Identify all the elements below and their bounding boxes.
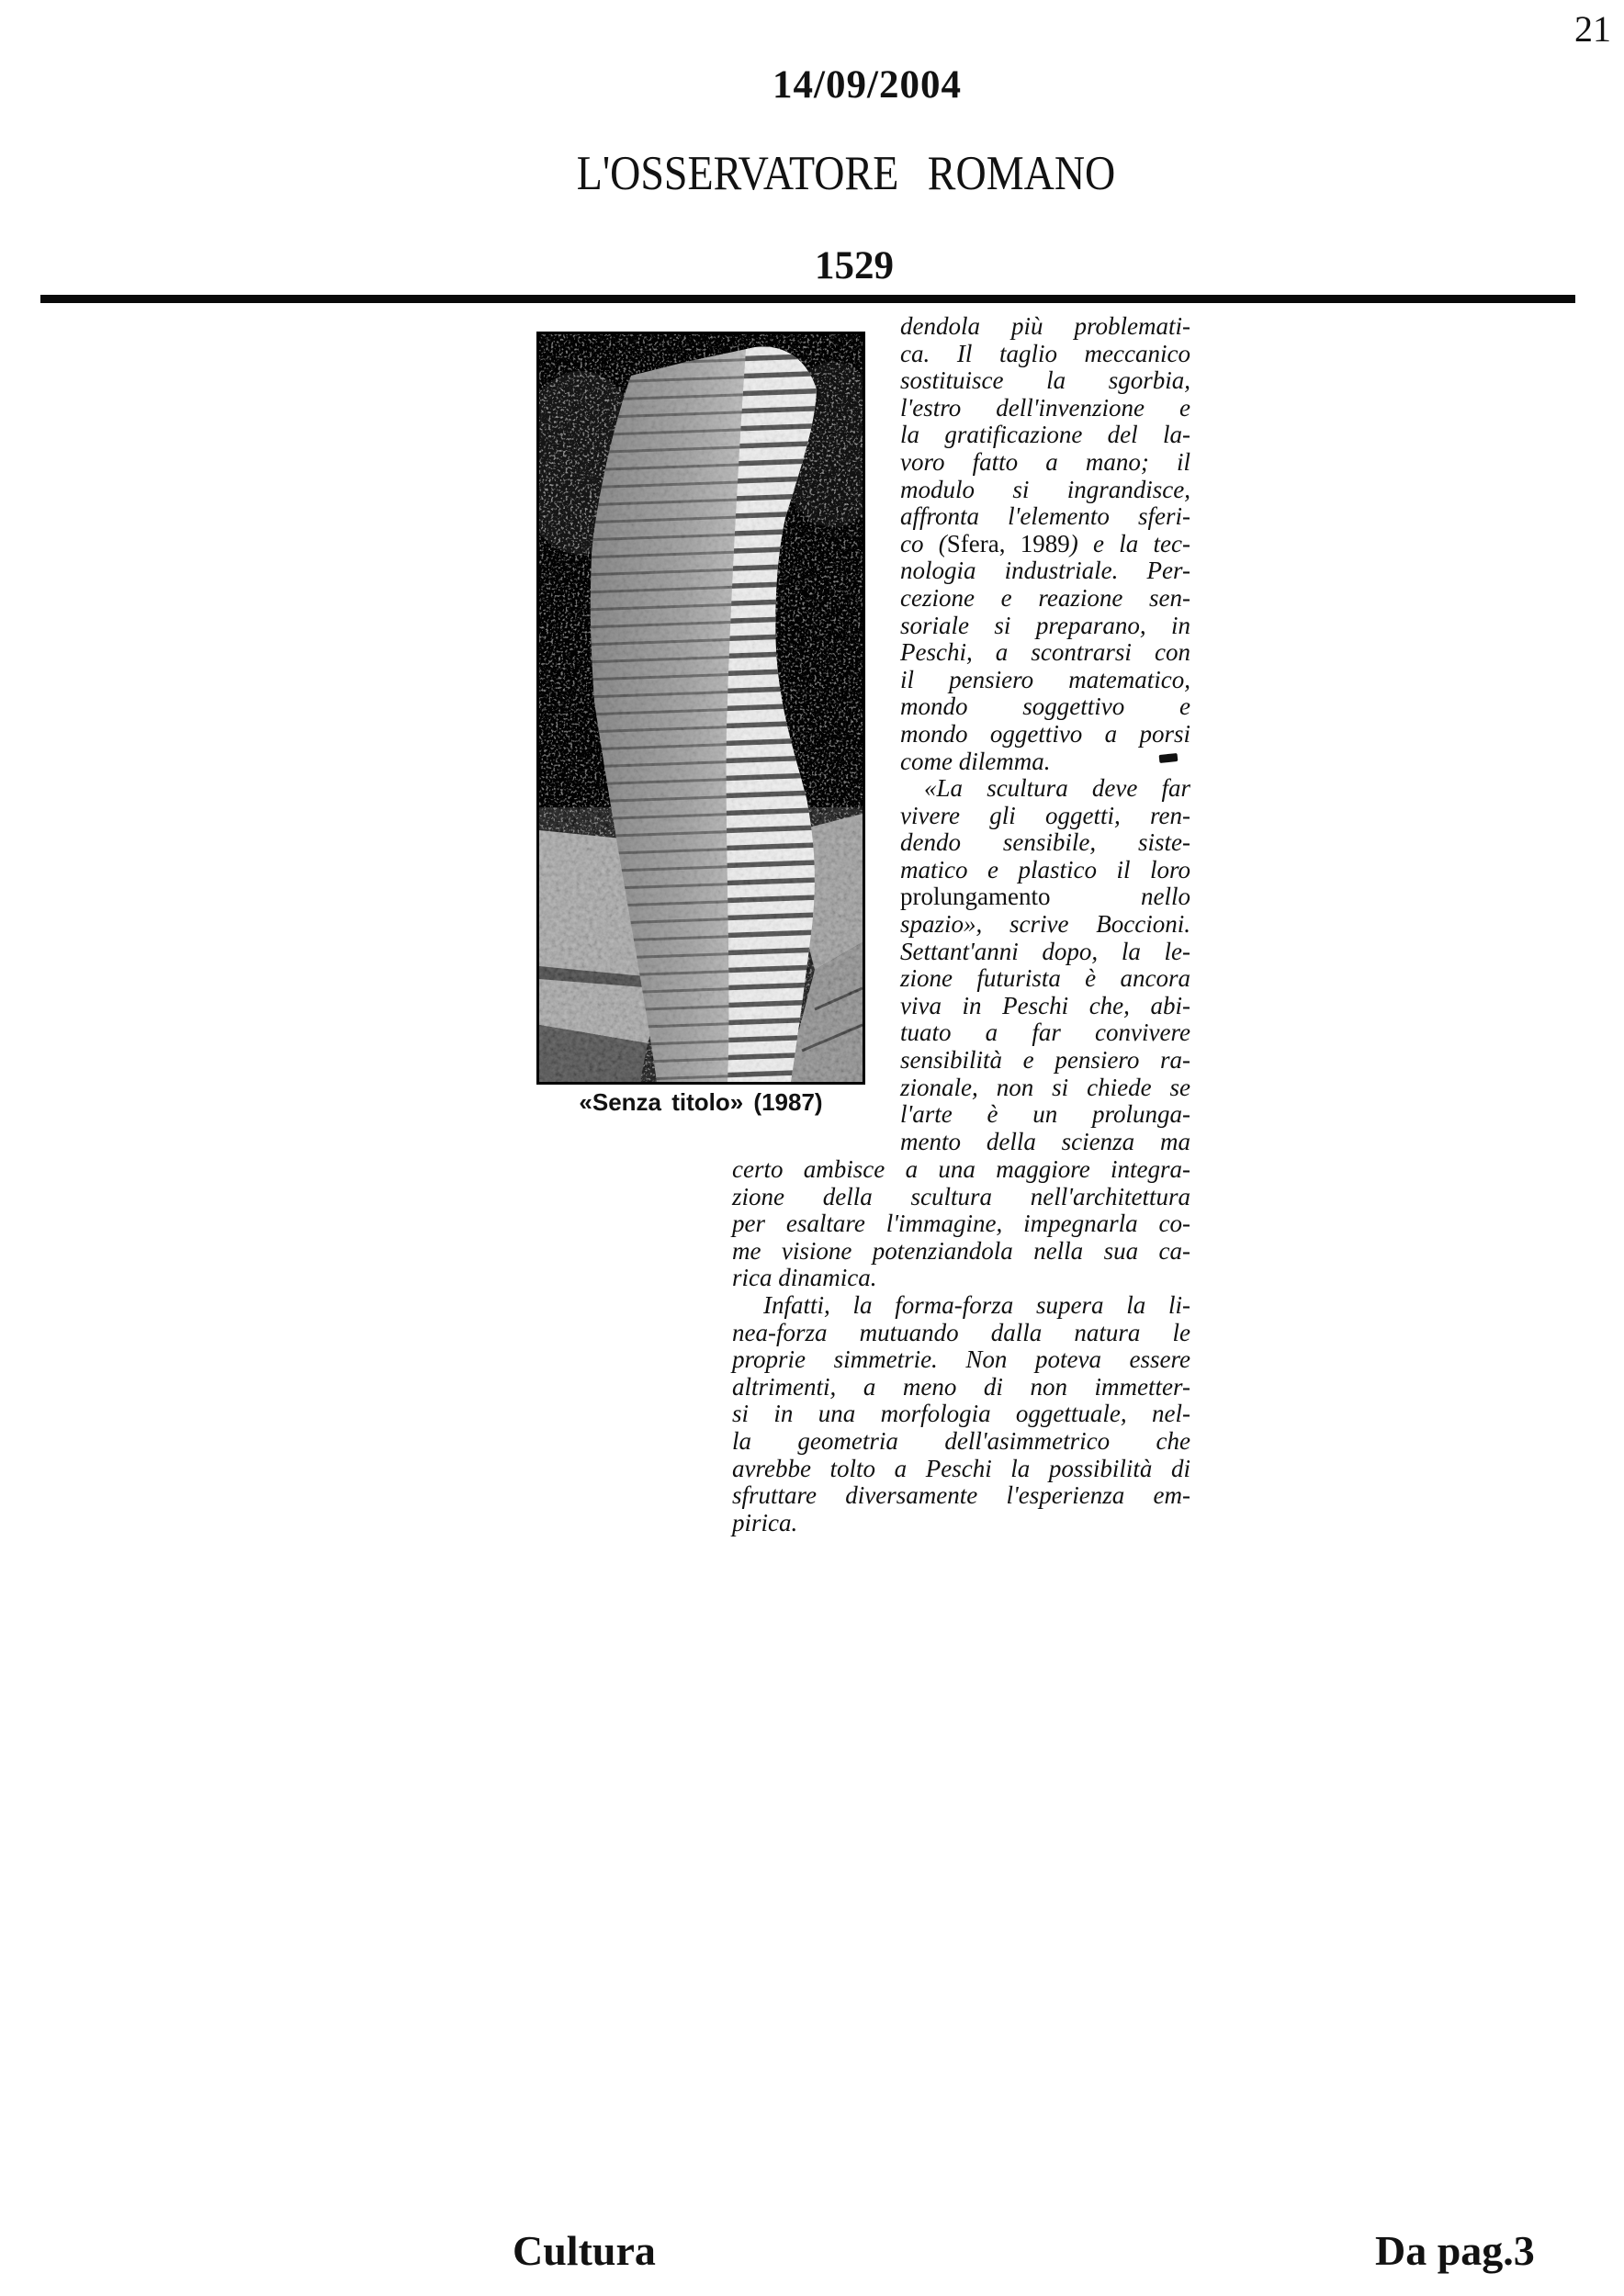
header-rule: [40, 295, 1575, 303]
text-line: avrebbe tolto a Peschi la possibilità di: [732, 1454, 1190, 1482]
text-line: matico e plastico il loro: [900, 855, 1190, 884]
text-line: zione futurista è ancora: [900, 964, 1190, 993]
text-line: la gratificazione del la-: [900, 421, 1190, 449]
text-line: dendo sensibile, siste-: [900, 828, 1190, 857]
footer-page-ref: Da pag.3: [1375, 2227, 1535, 2274]
text-line: voro fatto a mano; il: [900, 447, 1190, 476]
photo-caption: «Senza titolo» (1987): [579, 1088, 823, 1116]
article-date: 14/09/2004: [773, 63, 962, 107]
text-line: spazio», scrive Boccioni.: [900, 910, 1190, 939]
text-line: altrimenti, a meno di non immetter-: [732, 1372, 1190, 1401]
text-line: il pensiero matematico,: [900, 665, 1190, 693]
text-line: Settant'anni dopo, la le-: [900, 937, 1190, 965]
masthead-title: L'OSSERVATORE ROMANO: [576, 146, 1116, 200]
text-line: nologia industriale. Per-: [900, 557, 1190, 585]
text-line: zionale, non si chiede se: [900, 1073, 1190, 1101]
text-line: co (Sfera, 1989) e la tec-: [900, 529, 1191, 557]
text-line: come dilemma.: [900, 747, 1051, 775]
text-line: la geometria dell'asimmetrico che: [732, 1426, 1190, 1455]
text-line: soriale si preparano, in: [900, 611, 1190, 639]
text-line: viva in Peschi che, abi-: [900, 991, 1190, 1019]
text-line: mondo soggettivo e: [900, 692, 1190, 721]
text-line: cezione e reazione sen-: [900, 583, 1190, 612]
text-line: affronta l'elemento sferi-: [900, 502, 1190, 531]
text-line: prolungamento nello: [900, 883, 1190, 911]
text-line: pirica.: [732, 1508, 798, 1536]
edition-number: 1529: [815, 244, 894, 287]
text-line: Infatti, la forma-forza supera la li-: [763, 1290, 1190, 1319]
text-line: Peschi, a scontrarsi con: [900, 638, 1190, 667]
sculpture-photo: [536, 332, 865, 1085]
text-line: dendola più problemati-: [900, 312, 1190, 340]
text-line: modulo si ingrandisce,: [900, 475, 1190, 503]
text-line: l'estro dell'invenzione e: [900, 393, 1190, 422]
text-line: sostituisce la sgorbia,: [900, 366, 1190, 395]
sculpture-photo-art: [539, 334, 863, 1082]
text-line: vivere gli oggetti, ren-: [900, 801, 1190, 829]
text-line: l'arte è un prolunga-: [900, 1100, 1190, 1129]
page-number: 21: [1574, 8, 1611, 50]
article-column-narrow: [900, 313, 1190, 1155]
text-line: si in una morfologia oggettuale, nel-: [732, 1400, 1190, 1428]
text-line: mondo oggettivo a porsi: [900, 719, 1190, 748]
text-line: certo ambisce a una maggiore integra-: [732, 1155, 1190, 1183]
text-line: proprie simmetrie. Non poteva essere: [732, 1345, 1190, 1374]
footer-section: Cultura: [513, 2227, 656, 2274]
article-column-wide: [732, 1156, 1190, 1536]
text-line: ca. Il taglio meccanico: [900, 339, 1190, 367]
text-line: mento della scienza ma: [900, 1127, 1190, 1155]
text-line: nea-forza mutuando dalla natura le: [732, 1318, 1190, 1346]
text-line: me visione potenziandola nella sua ca-: [732, 1236, 1190, 1265]
text-line: zione della scultura nell'architettura: [732, 1182, 1190, 1210]
text-line: sfruttare diversamente l'esperienza em-: [732, 1481, 1190, 1510]
text-line: «La scultura deve far: [924, 774, 1190, 803]
text-line: sensibilità e pensiero ra-: [900, 1046, 1190, 1075]
text-line: per esaltare l'immagine, impegnarla co-: [732, 1210, 1190, 1238]
text-line: rica dinamica.: [732, 1264, 877, 1292]
text-line: tuato a far convivere: [900, 1019, 1190, 1047]
